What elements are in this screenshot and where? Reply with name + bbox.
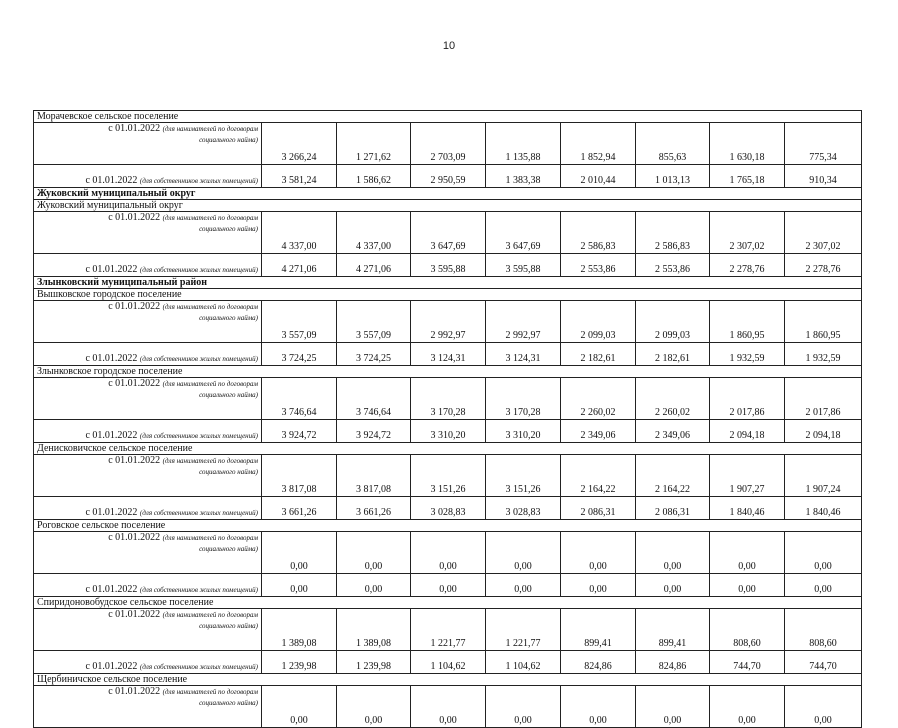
- label-note: социального найма): [199, 622, 258, 630]
- value-cell: 0,00: [411, 532, 486, 574]
- value-cell: 1 221,77: [411, 609, 486, 651]
- settlement-header: Денисковичское сельское поселение: [34, 443, 862, 455]
- table-row: [34, 123, 862, 165]
- value-cell: 3 647,69: [411, 212, 486, 254]
- tariff-table: [33, 110, 862, 728]
- label-note: (для собственников жилых помещений): [139, 586, 258, 594]
- value-cell: 2 553,86: [561, 254, 636, 277]
- value-cell: 2 164,22: [636, 455, 710, 497]
- value-cell: 0,00: [710, 532, 785, 574]
- tenant-label: [34, 532, 262, 574]
- label-date: с 01.01.2022: [85, 507, 138, 518]
- value-cell: 0,00: [262, 532, 337, 574]
- value-cell: 4 271,06: [337, 254, 411, 277]
- value-cell: 3 647,69: [486, 212, 561, 254]
- owner-label: [34, 343, 262, 366]
- owner-label: [34, 497, 262, 520]
- label-date: с 01.01.2022: [108, 686, 161, 697]
- value-cell: 1 239,98: [262, 651, 337, 674]
- value-cell: 4 271,06: [262, 254, 337, 277]
- label-date: с 01.01.2022: [108, 455, 161, 466]
- label-note: (для нанимателей по договорам: [162, 303, 258, 311]
- label-date: с 01.01.2022: [108, 532, 161, 543]
- table-body: [34, 111, 862, 728]
- value-cell: 3 924,72: [262, 420, 337, 443]
- label-note: социального найма): [199, 391, 258, 399]
- owner-label: [34, 254, 262, 277]
- label-date: с 01.01.2022: [85, 353, 138, 364]
- value-cell: 0,00: [411, 574, 486, 597]
- value-cell: 0,00: [561, 532, 636, 574]
- table-row: [34, 277, 862, 289]
- value-cell: 0,00: [337, 532, 411, 574]
- table-row: [34, 301, 862, 343]
- label-line: [37, 686, 258, 698]
- value-cell: 2 586,83: [561, 212, 636, 254]
- table-row: [34, 420, 862, 443]
- value-cell: 910,34: [785, 165, 862, 188]
- value-cell: 3 746,64: [262, 378, 337, 420]
- label-line: [37, 378, 258, 390]
- label-line: [37, 123, 258, 135]
- value-cell: 1 383,38: [486, 165, 561, 188]
- table-row: [34, 165, 862, 188]
- value-cell: 3 028,83: [411, 497, 486, 520]
- tenant-label: [34, 123, 262, 165]
- value-cell: 2 950,59: [411, 165, 486, 188]
- owner-label: [34, 165, 262, 188]
- tenant-label: [34, 378, 262, 420]
- settlement-header: Злынковское городское поселение: [34, 366, 862, 378]
- value-cell: 2 260,02: [636, 378, 710, 420]
- value-cell: 2 094,18: [710, 420, 785, 443]
- tenant-label: [34, 455, 262, 497]
- value-cell: 0,00: [561, 574, 636, 597]
- value-cell: 855,63: [636, 123, 710, 165]
- value-cell: 3 746,64: [337, 378, 411, 420]
- label-note: (для нанимателей по договорам: [162, 688, 258, 696]
- value-cell: 0,00: [785, 686, 862, 728]
- value-cell: 1 860,95: [785, 301, 862, 343]
- value-cell: 2 992,97: [411, 301, 486, 343]
- value-cell: 2 278,76: [710, 254, 785, 277]
- label-date: с 01.01.2022: [108, 212, 161, 223]
- value-cell: 0,00: [411, 686, 486, 728]
- value-cell: 2 086,31: [561, 497, 636, 520]
- value-cell: 2 553,86: [636, 254, 710, 277]
- label-note: (для собственников жилых помещений): [139, 663, 258, 671]
- value-cell: 899,41: [636, 609, 710, 651]
- value-cell: 2 099,03: [561, 301, 636, 343]
- table-row: [34, 254, 862, 277]
- value-cell: 1 013,13: [636, 165, 710, 188]
- table-row: [34, 366, 862, 378]
- value-cell: 0,00: [636, 574, 710, 597]
- value-cell: 808,60: [710, 609, 785, 651]
- tenant-label: [34, 686, 262, 728]
- owner-label: [34, 651, 262, 674]
- table-row: [34, 597, 862, 609]
- value-cell: 1 271,62: [337, 123, 411, 165]
- label-note: социального найма): [199, 136, 258, 144]
- value-cell: 3 595,88: [486, 254, 561, 277]
- value-cell: 2 307,02: [710, 212, 785, 254]
- label-date: с 01.01.2022: [85, 661, 138, 672]
- settlement-header: Вышковское городское поселение: [34, 289, 862, 301]
- value-cell: 3 557,09: [262, 301, 337, 343]
- label-note: (для собственников жилых помещений): [139, 266, 258, 274]
- settlement-header: Морачевское сельское поселение: [34, 111, 862, 123]
- label-note: социального найма): [199, 225, 258, 233]
- label-line: [37, 609, 258, 621]
- table-row: [34, 686, 862, 728]
- value-cell: 0,00: [785, 574, 862, 597]
- value-cell: 824,86: [561, 651, 636, 674]
- value-cell: 3 151,26: [411, 455, 486, 497]
- value-cell: 744,70: [785, 651, 862, 674]
- value-cell: 1 840,46: [785, 497, 862, 520]
- value-cell: 2 182,61: [561, 343, 636, 366]
- owner-label: [34, 420, 262, 443]
- value-cell: 3 124,31: [411, 343, 486, 366]
- value-cell: 4 337,00: [262, 212, 337, 254]
- label-note: (для собственников жилых помещений): [139, 177, 258, 185]
- table-row: [34, 674, 862, 686]
- label-date: с 01.01.2022: [85, 175, 138, 186]
- value-cell: 3 151,26: [486, 455, 561, 497]
- value-cell: 0,00: [785, 532, 862, 574]
- value-cell: 0,00: [710, 686, 785, 728]
- district-header: Злынковский муниципальный район: [34, 277, 862, 289]
- table-row: [34, 520, 862, 532]
- value-cell: 3 266,24: [262, 123, 337, 165]
- table-row: [34, 212, 862, 254]
- label-note: (для собственников жилых помещений): [139, 355, 258, 363]
- label-note: (для нанимателей по договорам: [162, 611, 258, 619]
- tenant-label: [34, 212, 262, 254]
- value-cell: 2 086,31: [636, 497, 710, 520]
- label-note: социального найма): [199, 699, 258, 707]
- value-cell: 0,00: [262, 686, 337, 728]
- value-cell: 2 278,76: [785, 254, 862, 277]
- label-line: [37, 532, 258, 544]
- label-note: (для нанимателей по договорам: [162, 380, 258, 388]
- owner-label: [34, 574, 262, 597]
- table-row: [34, 378, 862, 420]
- value-cell: 1 860,95: [710, 301, 785, 343]
- value-cell: 1 221,77: [486, 609, 561, 651]
- label-date: с 01.01.2022: [85, 430, 138, 441]
- table-row: [34, 200, 862, 212]
- label-note: социального найма): [199, 314, 258, 322]
- value-cell: 744,70: [710, 651, 785, 674]
- value-cell: 2 703,09: [411, 123, 486, 165]
- value-cell: 0,00: [561, 686, 636, 728]
- value-cell: 2 017,86: [710, 378, 785, 420]
- table-row: [34, 609, 862, 651]
- value-cell: 1 907,27: [710, 455, 785, 497]
- value-cell: 1 389,08: [262, 609, 337, 651]
- value-cell: 3 170,28: [486, 378, 561, 420]
- table-row: [34, 651, 862, 674]
- value-cell: 2 349,06: [561, 420, 636, 443]
- label-date: с 01.01.2022: [108, 378, 161, 389]
- value-cell: 1 765,18: [710, 165, 785, 188]
- page-number: 10: [442, 40, 456, 52]
- value-cell: 0,00: [636, 686, 710, 728]
- tenant-label: [34, 301, 262, 343]
- value-cell: 0,00: [636, 532, 710, 574]
- table-row: [34, 111, 862, 123]
- value-cell: 2 992,97: [486, 301, 561, 343]
- value-cell: 1 104,62: [411, 651, 486, 674]
- value-cell: 0,00: [262, 574, 337, 597]
- value-cell: 3 581,24: [262, 165, 337, 188]
- value-cell: 3 661,26: [337, 497, 411, 520]
- label-note: (для собственников жилых помещений): [139, 509, 258, 517]
- value-cell: 3 817,08: [262, 455, 337, 497]
- settlement-header: Жуковский муниципальный округ: [34, 200, 862, 212]
- table-row: [34, 343, 862, 366]
- value-cell: 0,00: [486, 574, 561, 597]
- label-note: социального найма): [199, 468, 258, 476]
- value-cell: 1 852,94: [561, 123, 636, 165]
- table-row: [34, 455, 862, 497]
- table-row: [34, 188, 862, 200]
- value-cell: 0,00: [710, 574, 785, 597]
- settlement-header: Щербиничское сельское поселение: [34, 674, 862, 686]
- value-cell: 3 557,09: [337, 301, 411, 343]
- value-cell: 1 104,62: [486, 651, 561, 674]
- value-cell: 775,34: [785, 123, 862, 165]
- value-cell: 3 595,88: [411, 254, 486, 277]
- value-cell: 2 307,02: [785, 212, 862, 254]
- label-note: (для собственников жилых помещений): [139, 432, 258, 440]
- value-cell: 2 586,83: [636, 212, 710, 254]
- table-row: [34, 443, 862, 455]
- value-cell: 3 924,72: [337, 420, 411, 443]
- value-cell: 3 028,83: [486, 497, 561, 520]
- label-date: с 01.01.2022: [85, 264, 138, 275]
- value-cell: 1 135,88: [486, 123, 561, 165]
- value-cell: 808,60: [785, 609, 862, 651]
- value-cell: 1 389,08: [337, 609, 411, 651]
- label-note: (для нанимателей по договорам: [162, 214, 258, 222]
- value-cell: 824,86: [636, 651, 710, 674]
- value-cell: 2 094,18: [785, 420, 862, 443]
- value-cell: 3 170,28: [411, 378, 486, 420]
- value-cell: 1 630,18: [710, 123, 785, 165]
- value-cell: 1 586,62: [337, 165, 411, 188]
- value-cell: 2 260,02: [561, 378, 636, 420]
- value-cell: 0,00: [486, 532, 561, 574]
- label-line: [37, 455, 258, 467]
- label-date: с 01.01.2022: [108, 123, 161, 134]
- value-cell: 4 337,00: [337, 212, 411, 254]
- value-cell: 2 010,44: [561, 165, 636, 188]
- label-note: (для нанимателей по договорам: [162, 457, 258, 465]
- table-row: [34, 532, 862, 574]
- table-row: [34, 497, 862, 520]
- value-cell: 1 932,59: [785, 343, 862, 366]
- value-cell: 1 907,24: [785, 455, 862, 497]
- value-cell: 3 661,26: [262, 497, 337, 520]
- label-note: (для нанимателей по договорам: [162, 534, 258, 542]
- value-cell: 3 310,20: [411, 420, 486, 443]
- label-date: с 01.01.2022: [108, 609, 161, 620]
- value-cell: 2 182,61: [636, 343, 710, 366]
- settlement-header: Спиридоновобудское сельское поселение: [34, 597, 862, 609]
- value-cell: 1 239,98: [337, 651, 411, 674]
- label-line: [37, 212, 258, 224]
- settlement-header: Роговское сельское поселение: [34, 520, 862, 532]
- value-cell: 3 310,20: [486, 420, 561, 443]
- value-cell: 3 724,25: [262, 343, 337, 366]
- value-cell: 2 017,86: [785, 378, 862, 420]
- label-note: социального найма): [199, 545, 258, 553]
- value-cell: 899,41: [561, 609, 636, 651]
- label-note: (для нанимателей по договорам: [162, 125, 258, 133]
- value-cell: 0,00: [337, 574, 411, 597]
- value-cell: 3 124,31: [486, 343, 561, 366]
- value-cell: 3 724,25: [337, 343, 411, 366]
- value-cell: 3 817,08: [337, 455, 411, 497]
- value-cell: 2 164,22: [561, 455, 636, 497]
- value-cell: 0,00: [486, 686, 561, 728]
- value-cell: 2 099,03: [636, 301, 710, 343]
- value-cell: 0,00: [337, 686, 411, 728]
- value-cell: 1 840,46: [710, 497, 785, 520]
- label-date: с 01.01.2022: [85, 584, 138, 595]
- district-header: Жуковский муниципальный округ: [34, 188, 862, 200]
- tenant-label: [34, 609, 262, 651]
- value-cell: 2 349,06: [636, 420, 710, 443]
- table-row: [34, 289, 862, 301]
- label-line: [37, 301, 258, 313]
- label-date: с 01.01.2022: [108, 301, 161, 312]
- table-row: [34, 574, 862, 597]
- value-cell: 1 932,59: [710, 343, 785, 366]
